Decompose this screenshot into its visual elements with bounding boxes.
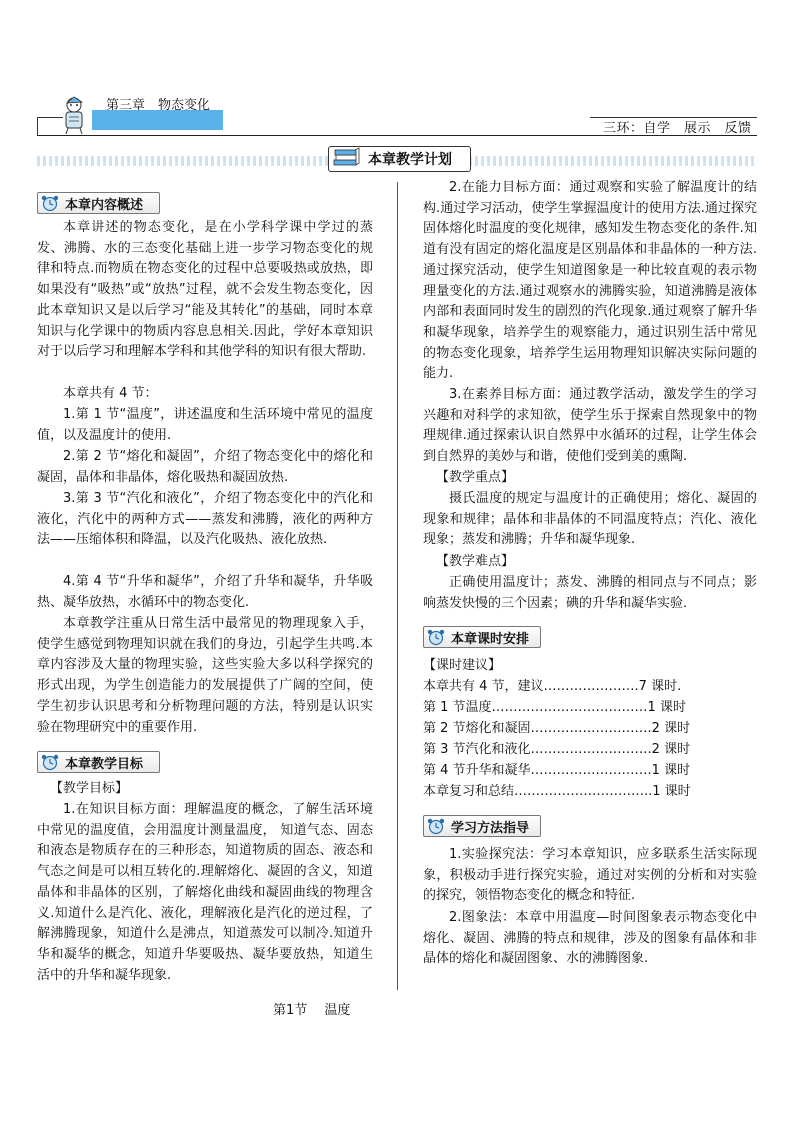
overview-paragraph-2: 本章教学注重从日常生活中最常见的物理现象入手，使学生感觉到物理知识就在我们的身边，引起学生共鸣.本章内容涉及大量的物理实验，这些实验大多以科学探究的形式出现，为学生创造能力的发展提供了广阔的空间，使学生初步认识思考和分析物理问题的方法，特别是认识实验在物理研究中的重要作用. bbox=[37, 616, 373, 735]
goals-label: 【教学目标】 bbox=[50, 781, 129, 796]
schedule-row: 第 4 节升华和凝华……………………….1 课时 bbox=[423, 763, 691, 778]
section-summary-1: 1.第 1 节“温度”，讲述温度和生活环境中常见的温度值，以及温度计的使用. bbox=[37, 407, 373, 443]
header-divider bbox=[37, 117, 38, 136]
section-summary-3: 3.第 3 节“汽化和液化”，介绍了物态变化中的汽化和液化，汽化中的两种方式——蒸发和沸腾，液化的两种方法——压缩体积和降温，以及汽化吸热、液化放热. bbox=[37, 491, 373, 548]
method-experiment: 1.实验探究法：学习本章知识，应多联系生活实际现象，积极动手进行探究实验，通过对实例的分析和对实验的探究，领悟物态变化的概念和特征. bbox=[423, 847, 757, 904]
method-graph: 2.图象法：本章中用温度—时间图象表示物态变化中熔化、凝固、沸腾的特点和规律，涉及的图象有晶体和非晶体的熔化和凝固图象、水的沸腾图象. bbox=[423, 910, 757, 967]
section-heading-overview bbox=[37, 192, 160, 214]
goal-literacy: 3.在素养目标方面：通过教学活动，激发学生的学习兴趣和对科学的求知欲，使学生乐于探索自然现象中的物理规律.通过探索认识自然界中水循环的过程，让学生体会到自然界的美妙与和谐，使他们受到美的熏陶. bbox=[423, 387, 757, 465]
alarm-clock-icon bbox=[426, 629, 446, 646]
header-divider bbox=[37, 117, 63, 118]
column-divider bbox=[397, 182, 398, 990]
difficult-points-label: 【教学难点】 bbox=[436, 554, 515, 569]
schedule-row: 第 1 节温度………………………………1 课时 bbox=[423, 700, 686, 715]
book-stack-icon bbox=[331, 147, 361, 169]
overview-paragraph: 本章讲述的物态变化，是在小学科学课中学过的蒸发、沸腾、水的三态变化基础上进一步学习物态变化的规律和特点.而物质在物态变化的过程中总要吸热或放热，即如果没有“吸热”或“放热”过程，就不会发生物态变化，因此本章知识又是以后学习“能及其转化”的基础，同时本章知识与化学课中的物质内容息息相关.因此，学好本章知识对于以后学习和理解本学科和其他学科的知识有很大帮助. bbox=[37, 220, 373, 360]
next-section-title: 第1节 温度 bbox=[273, 1003, 351, 1018]
section-heading-goals bbox=[37, 751, 160, 773]
alarm-clock-icon bbox=[426, 818, 446, 835]
section-heading-methods bbox=[423, 815, 541, 837]
section-heading-label: 本章教学目标 bbox=[65, 757, 144, 772]
goal-knowledge: 1.在知识目标方面：理解温度的概念，了解生活环境中常见的温度值，会用温度计测量温度， 知道气态、固态和液态是物质存在的三种形态，知道物质的固态、液态和气态之间是可以相互转化的.理解熔化、凝固的含义，知道晶体和非晶体的区别，了解熔化曲线和凝固曲线的物理含义.知道什么是汽化、液化，理解液化是汽化的逆过程，了解沸腾现象，知道什么是沸点，知道蒸发可以制冷.知道升华和凝华的概念，知道升华要吸热、凝华要放热，知道生活中的升华和凝华现象. bbox=[37, 802, 373, 983]
schedule-row: 本章复习和总结…………………………..1 课时 bbox=[423, 784, 691, 799]
section-heading-schedule bbox=[423, 626, 541, 648]
section-heading-label: 本章课时安排 bbox=[451, 632, 530, 647]
schedule-label: 【课时建议】 bbox=[423, 658, 502, 673]
key-points-label: 【教学重点】 bbox=[436, 470, 515, 485]
difficult-points-text: 正确使用温度计；蒸发、沸腾的相同点与不同点；影响蒸发快慢的三个因素；碘的升华和凝华实验. bbox=[423, 575, 757, 611]
alarm-clock-icon bbox=[40, 195, 60, 212]
header-rule bbox=[37, 135, 757, 136]
section-heading-label: 学习方法指导 bbox=[451, 821, 530, 836]
section-summary-2: 2.第 2 节“熔化和凝固”，介绍了物态变化中的熔化和凝固，晶体和非晶体，熔化吸热和凝固放热. bbox=[37, 449, 373, 485]
section-count: 本章共有 4 节： bbox=[63, 386, 158, 401]
plan-title: 本章教学计划 bbox=[368, 152, 452, 168]
key-points-text: 摄氏温度的规定与温度计的正确使用；熔化、凝固的现象和规律；晶体和非晶体的不同温度特点；汽化、液化现象；蒸发和沸腾；升华和凝华现象. bbox=[423, 491, 757, 548]
alarm-clock-icon bbox=[40, 754, 60, 771]
mascot-icon bbox=[56, 95, 94, 135]
chapter-title: 第三章 物态变化 bbox=[106, 98, 211, 113]
section-summary-4: 4.第 4 节“升华和凝华”，介绍了升华和凝华，升华吸热、凝华放热，水循环中的物态变化. bbox=[37, 574, 373, 610]
schedule-row: 本章共有 4 节，建议………………….7 课时. bbox=[423, 679, 682, 694]
schedule-row: 第 2 节熔化和凝固……………………….2 课时 bbox=[423, 721, 691, 736]
schedule-row: 第 3 节汽化和液化……………………….2 课时 bbox=[423, 742, 691, 757]
chapter-band bbox=[92, 110, 223, 130]
goal-ability: 2.在能力目标方面：通过观察和实验了解温度计的结构.通过学习活动，使学生掌握温度计的使用方法.通过探究固体熔化时温度的变化规律，感知发生物态变化的条件.知道有没有固定的熔化温度是区别晶体和非晶体的一种方法. 通过探究活动，使学生知道图象是一种比较直观的表示物理量变化的方法.通过观察水的沸腾实验，知道沸腾是液体内部和表面同时发生的剧烈的汽化现象.通过观察了解升华和凝华现象，培养学生的观察能力，通过识别生活中常见的物态变化现象，培养学生运用物理知识解决实际问题的能力. bbox=[423, 180, 757, 382]
section-heading-label: 本章内容概述 bbox=[65, 198, 144, 213]
three-rings-label: 三环：自学 展示 反馈 bbox=[603, 121, 752, 136]
